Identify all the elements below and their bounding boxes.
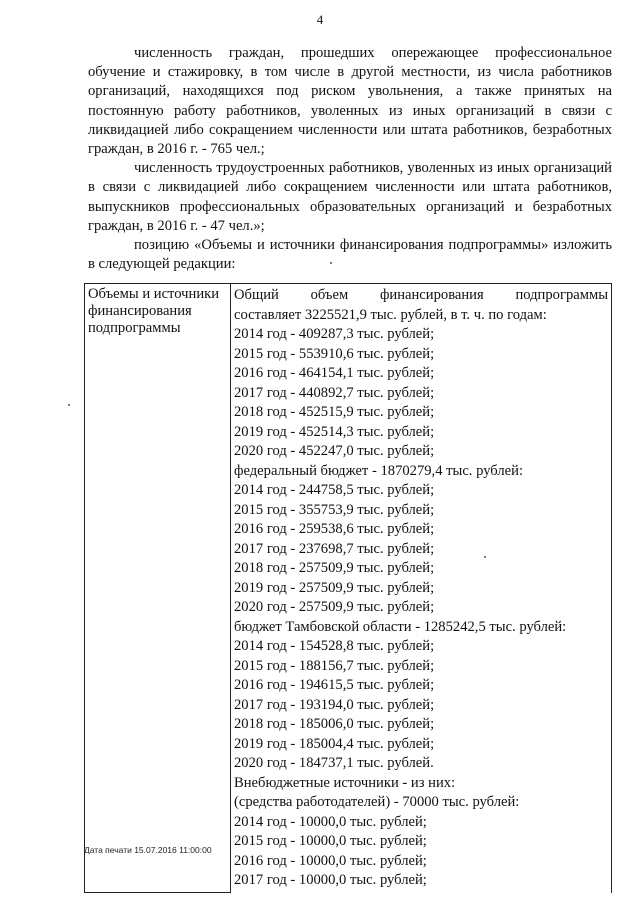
financing-lines	[234, 306, 608, 891]
financing-line: составляет 3225521,9 тыс. рублей, в т. ч. по годам:	[234, 306, 547, 323]
financing-label-cell	[85, 284, 231, 893]
financing-line: 2017 год - 193194,0 тыс. рублей;	[234, 696, 435, 713]
financing-line: 2017 год - 237698,7 тыс. рублей;	[234, 540, 435, 557]
financing-line: 2018 год - 257509,9 тыс. рублей;	[234, 560, 435, 576]
financing-line: 2016 год - 259538,6 тыс. рублей;	[234, 521, 435, 537]
scan-dot	[330, 262, 332, 264]
financing-line: 2018 год - 185006,0 тыс. рублей;	[234, 716, 435, 732]
financing-line: 2018 год - 452515,9 тыс. рублей;	[234, 404, 435, 420]
financing-header-line: Общий объем финансирования подпрограммы	[234, 287, 608, 303]
financing-line: 2016 год - 464154,1 тыс. рублей;	[234, 365, 435, 381]
intro-paragraph: позицию «Объемы и источники финансирования подпрограммы» изложить в следующей редакции:	[88, 237, 612, 273]
financing-line: 2015 год - 355753,9 тыс. рублей;	[234, 501, 435, 518]
print-date: Дата печати 15.07.2016 11:00:00	[84, 845, 212, 855]
financing-line: 2015 год - 10000,0 тыс. рублей;	[234, 833, 427, 849]
financing-line: 2019 год - 185004,4 тыс. рублей;	[234, 735, 435, 752]
financing-line: 2016 год - 194615,5 тыс. рублей;	[234, 677, 435, 693]
financing-line: 2020 год - 452247,0 тыс. рублей;	[234, 443, 435, 459]
financing-label: Объемы и источники финансирования подпрограммы	[88, 286, 220, 336]
financing-line: 2016 год - 10000,0 тыс. рублей;	[234, 852, 427, 869]
financing-line: 2014 год - 10000,0 тыс. рублей;	[234, 813, 427, 830]
financing-line: 2015 год - 188156,7 тыс. рублей;	[234, 657, 435, 674]
financing-value-cell	[231, 284, 612, 893]
financing-row	[85, 284, 612, 893]
scan-dot	[68, 404, 70, 406]
financing-line: бюджет Тамбовской области - 1285242,5 тыс. рублей:	[234, 618, 567, 635]
financing-line: 2015 год - 553910,6 тыс. рублей;	[234, 345, 435, 362]
financing-line: 2020 год - 184737,1 тыс. рублей.	[234, 755, 434, 771]
financing-line: 2020 год - 257509,9 тыс. рублей;	[234, 599, 435, 615]
intro-text	[88, 44, 612, 274]
financing-line: 2014 год - 154528,8 тыс. рублей;	[234, 638, 435, 654]
financing-line: 2014 год - 244758,5 тыс. рублей;	[234, 482, 435, 498]
intro-paragraph: численность трудоустроенных работников, уволенных из иных организаций в связи с ликвидацией либо сокращением численности или штата работников, выпускников профессиональных образовательных организаций и безработных граждан, в 2016 г. - 47 чел.»;	[88, 160, 612, 234]
page-number: 4	[316, 12, 324, 27]
intro-paragraph: численность граждан, прошедших опережающее профессиональное обучение и стажировку, в том числе в другой местности, из числа работников организаций, находящихся под риском увольнения, а также принятых на постоянную работу работников, уволенных из иных организаций в связи с ликвидацией либо сокращением численности или штата работников, безработных граждан, в 2016 г. - 765 чел.;	[88, 45, 612, 158]
financing-line: Внебюджетные источники - из них:	[234, 774, 456, 791]
financing-line: (средства работодателей) - 70000 тыс. рублей:	[234, 794, 520, 810]
financing-table	[84, 283, 612, 893]
financing-line: 2019 год - 257509,9 тыс. рублей;	[234, 579, 435, 596]
financing-line: 2017 год - 10000,0 тыс. рублей;	[234, 872, 427, 888]
financing-line: 2014 год - 409287,3 тыс. рублей;	[234, 326, 435, 342]
financing-line: 2019 год - 452514,3 тыс. рублей;	[234, 423, 435, 440]
financing-line: федеральный бюджет - 1870279,4 тыс. рублей:	[234, 462, 523, 479]
financing-line: 2017 год - 440892,7 тыс. рублей;	[234, 384, 435, 401]
scan-dot	[484, 556, 486, 558]
